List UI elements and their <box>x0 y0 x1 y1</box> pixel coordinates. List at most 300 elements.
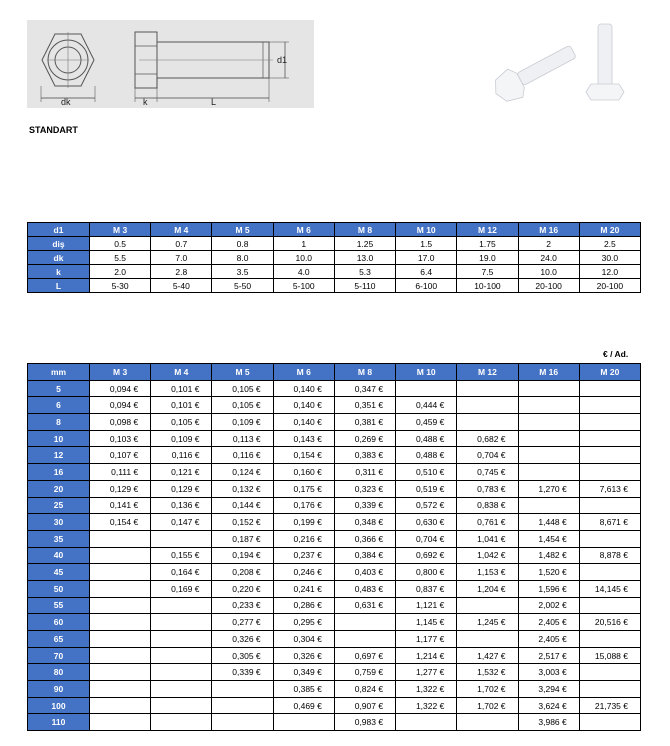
spec-cell: 12.0 <box>579 265 640 279</box>
spec-row <box>28 251 641 265</box>
price-cell: 0,132 € <box>212 480 273 497</box>
price-cell <box>396 380 457 397</box>
price-row-length: 8 <box>28 414 90 431</box>
spec-cell: 20-100 <box>518 279 579 293</box>
price-cell: 1,322 € <box>396 681 457 698</box>
price-cell: 0,488 € <box>396 447 457 464</box>
price-row <box>28 497 641 514</box>
price-cell: 0,129 € <box>90 480 151 497</box>
price-cell: 0,277 € <box>212 614 273 631</box>
spec-header-size: M 5 <box>212 223 273 237</box>
price-cell <box>212 681 273 698</box>
price-cell: 0,469 € <box>273 697 334 714</box>
price-cell <box>151 597 212 614</box>
price-cell <box>579 631 640 648</box>
price-cell <box>151 664 212 681</box>
price-cell: 0,572 € <box>396 497 457 514</box>
price-cell <box>90 714 151 731</box>
price-table <box>27 363 641 731</box>
spec-cell: 20-100 <box>579 279 640 293</box>
price-cell: 0,403 € <box>334 564 395 581</box>
price-cell: 0,339 € <box>212 664 273 681</box>
price-row-length: 12 <box>28 447 90 464</box>
price-row-length: 110 <box>28 714 90 731</box>
price-cell: 0,348 € <box>334 514 395 531</box>
spec-cell: 5-110 <box>334 279 395 293</box>
price-cell: 0,154 € <box>90 514 151 531</box>
price-cell: 1,277 € <box>396 664 457 681</box>
price-cell: 0,216 € <box>273 530 334 547</box>
price-cell <box>90 631 151 648</box>
price-cell: 0,459 € <box>396 414 457 431</box>
price-cell: 0,140 € <box>273 380 334 397</box>
price-cell: 1,145 € <box>396 614 457 631</box>
spec-header-size: M 20 <box>579 223 640 237</box>
spec-cell: 1.5 <box>396 237 457 251</box>
price-cell <box>457 380 518 397</box>
price-cell: 0,164 € <box>151 564 212 581</box>
price-row-length: 30 <box>28 514 90 531</box>
price-cell <box>151 614 212 631</box>
price-cell <box>151 530 212 547</box>
price-header-size: M 6 <box>273 364 334 381</box>
price-cell: 1,245 € <box>457 614 518 631</box>
price-row-length: 35 <box>28 530 90 547</box>
price-cell: 0,194 € <box>212 547 273 564</box>
spec-header-size: M 8 <box>334 223 395 237</box>
price-cell: 0,488 € <box>396 430 457 447</box>
price-cell: 0,311 € <box>334 464 395 481</box>
spec-cell: 5-40 <box>151 279 212 293</box>
price-cell: 0,704 € <box>396 530 457 547</box>
price-cell <box>457 597 518 614</box>
price-cell <box>457 414 518 431</box>
price-cell: 0,631 € <box>334 597 395 614</box>
price-cell: 0,098 € <box>90 414 151 431</box>
price-header-size: M 4 <box>151 364 212 381</box>
price-cell <box>579 414 640 431</box>
price-row <box>28 580 641 597</box>
price-cell <box>90 697 151 714</box>
price-cell: 1,482 € <box>518 547 579 564</box>
price-cell: 1,702 € <box>457 697 518 714</box>
price-row-length: 6 <box>28 397 90 414</box>
price-row <box>28 597 641 614</box>
price-cell: 0,124 € <box>212 464 273 481</box>
price-cell: 0,107 € <box>90 447 151 464</box>
price-cell <box>151 647 212 664</box>
price-cell <box>579 464 640 481</box>
price-cell: 0,136 € <box>151 497 212 514</box>
label-dk: dk <box>61 97 71 107</box>
price-cell: 0,384 € <box>334 547 395 564</box>
price-cell: 0,824 € <box>334 681 395 698</box>
price-cell: 0,444 € <box>396 397 457 414</box>
spec-cell: 7.0 <box>151 251 212 265</box>
price-cell: 1,427 € <box>457 647 518 664</box>
price-row-length: 80 <box>28 664 90 681</box>
price-cell <box>579 530 640 547</box>
price-cell: 1,204 € <box>457 580 518 597</box>
price-cell: 3,986 € <box>518 714 579 731</box>
spec-cell: 0.5 <box>90 237 151 251</box>
spec-table <box>27 222 641 293</box>
price-cell: 1,532 € <box>457 664 518 681</box>
spec-header-size: M 3 <box>90 223 151 237</box>
price-cell: 0,383 € <box>334 447 395 464</box>
price-cell <box>90 597 151 614</box>
price-row <box>28 414 641 431</box>
price-cell: 0,510 € <box>396 464 457 481</box>
price-cell <box>396 714 457 731</box>
price-cell: 0,381 € <box>334 414 395 431</box>
price-row-length: 20 <box>28 480 90 497</box>
price-cell <box>518 414 579 431</box>
price-cell <box>90 547 151 564</box>
spec-cell: 5-100 <box>273 279 334 293</box>
spec-cell: 2.0 <box>90 265 151 279</box>
price-cell: 0,094 € <box>90 380 151 397</box>
price-row <box>28 514 641 531</box>
price-cell <box>579 397 640 414</box>
price-cell <box>273 714 334 731</box>
bolt-3d-render <box>480 18 630 108</box>
spec-cell: 10-100 <box>457 279 518 293</box>
price-cell: 0,152 € <box>212 514 273 531</box>
price-cell: 0,519 € <box>396 480 457 497</box>
price-cell <box>151 681 212 698</box>
price-cell: 1,702 € <box>457 681 518 698</box>
price-cell: 21,735 € <box>579 697 640 714</box>
price-cell: 0,347 € <box>334 380 395 397</box>
price-cell: 0,140 € <box>273 414 334 431</box>
spec-header-size: M 10 <box>396 223 457 237</box>
price-row <box>28 447 641 464</box>
spec-cell: 2 <box>518 237 579 251</box>
spec-row-label: diş <box>28 237 90 251</box>
price-cell <box>579 497 640 514</box>
spec-cell: 1.25 <box>334 237 395 251</box>
price-cell: 14,145 € <box>579 580 640 597</box>
price-row <box>28 681 641 698</box>
price-cell: 0,147 € <box>151 514 212 531</box>
price-cell: 0,385 € <box>273 681 334 698</box>
price-cell: 0,187 € <box>212 530 273 547</box>
price-header-size: M 3 <box>90 364 151 381</box>
price-cell: 3,003 € <box>518 664 579 681</box>
spec-cell: 7.5 <box>457 265 518 279</box>
price-row-length: 40 <box>28 547 90 564</box>
price-row <box>28 697 641 714</box>
price-cell <box>334 631 395 648</box>
spec-cell: 0.7 <box>151 237 212 251</box>
price-cell <box>518 380 579 397</box>
price-cell: 0,304 € <box>273 631 334 648</box>
price-cell: 0,144 € <box>212 497 273 514</box>
price-cell <box>90 664 151 681</box>
price-cell: 0,682 € <box>457 430 518 447</box>
spec-header-size: M 16 <box>518 223 579 237</box>
price-row <box>28 380 641 397</box>
price-cell <box>457 397 518 414</box>
price-cell: 0,326 € <box>212 631 273 648</box>
price-row <box>28 564 641 581</box>
price-cell <box>457 631 518 648</box>
price-cell: 0,630 € <box>396 514 457 531</box>
price-cell: 0,105 € <box>212 380 273 397</box>
price-cell: 0,113 € <box>212 430 273 447</box>
price-row <box>28 664 641 681</box>
price-cell: 0,208 € <box>212 564 273 581</box>
price-cell: 0,759 € <box>334 664 395 681</box>
price-cell: 0,837 € <box>396 580 457 597</box>
spec-header-size: M 6 <box>273 223 334 237</box>
spec-row-label: L <box>28 279 90 293</box>
price-cell: 0,295 € <box>273 614 334 631</box>
spec-cell: 1 <box>273 237 334 251</box>
spec-cell: 5-50 <box>212 279 273 293</box>
price-cell: 0,141 € <box>90 497 151 514</box>
spec-cell: 5-30 <box>90 279 151 293</box>
price-cell: 2,517 € <box>518 647 579 664</box>
price-cell <box>151 631 212 648</box>
spec-row <box>28 279 641 293</box>
price-cell: 0,351 € <box>334 397 395 414</box>
price-cell <box>518 430 579 447</box>
price-cell: 2,002 € <box>518 597 579 614</box>
price-cell: 0,109 € <box>212 414 273 431</box>
price-header-size: M 12 <box>457 364 518 381</box>
price-cell <box>579 564 640 581</box>
price-row <box>28 530 641 547</box>
price-cell: 2,405 € <box>518 631 579 648</box>
price-cell <box>579 430 640 447</box>
price-cell: 0,155 € <box>151 547 212 564</box>
price-row-length: 45 <box>28 564 90 581</box>
label-d1: d1 <box>277 55 288 65</box>
price-cell: 0,783 € <box>457 480 518 497</box>
price-cell: 8,878 € <box>579 547 640 564</box>
price-header-size: M 8 <box>334 364 395 381</box>
price-cell <box>579 447 640 464</box>
spec-header-row <box>28 223 641 237</box>
price-header-size: M 20 <box>579 364 640 381</box>
price-cell <box>90 681 151 698</box>
spec-row <box>28 265 641 279</box>
spec-cell: 2.8 <box>151 265 212 279</box>
price-cell: 0,143 € <box>273 430 334 447</box>
spec-cell: 6.4 <box>396 265 457 279</box>
price-cell: 0,101 € <box>151 397 212 414</box>
price-cell: 0,111 € <box>90 464 151 481</box>
price-cell: 0,129 € <box>151 480 212 497</box>
spec-cell: 30.0 <box>579 251 640 265</box>
price-cell: 3,294 € <box>518 681 579 698</box>
price-cell: 0,160 € <box>273 464 334 481</box>
price-cell: 15,088 € <box>579 647 640 664</box>
spec-cell: 13.0 <box>334 251 395 265</box>
price-cell: 0,101 € <box>151 380 212 397</box>
price-row <box>28 714 641 731</box>
price-cell <box>151 697 212 714</box>
price-row-length: 70 <box>28 647 90 664</box>
price-cell: 3,624 € <box>518 697 579 714</box>
price-cell: 1,322 € <box>396 697 457 714</box>
price-cell: 1,214 € <box>396 647 457 664</box>
bolt-technical-drawing <box>27 20 314 108</box>
price-cell <box>579 681 640 698</box>
price-row <box>28 614 641 631</box>
price-cell <box>457 714 518 731</box>
price-cell: 0,697 € <box>334 647 395 664</box>
price-row-length: 50 <box>28 580 90 597</box>
price-cell: 0,103 € <box>90 430 151 447</box>
standard-heading: STANDART <box>29 125 78 135</box>
price-cell: 0,366 € <box>334 530 395 547</box>
price-cell: 0,326 € <box>273 647 334 664</box>
spec-header-label: d1 <box>28 223 90 237</box>
price-cell: 0,323 € <box>334 480 395 497</box>
price-cell <box>579 714 640 731</box>
price-cell <box>334 614 395 631</box>
price-header-label: mm <box>28 364 90 381</box>
price-cell: 0,105 € <box>212 397 273 414</box>
price-cell <box>212 714 273 731</box>
price-cell <box>518 497 579 514</box>
price-header-size: M 5 <box>212 364 273 381</box>
spec-cell: 4.0 <box>273 265 334 279</box>
price-cell: 0,907 € <box>334 697 395 714</box>
price-cell: 0,305 € <box>212 647 273 664</box>
spec-row <box>28 237 641 251</box>
spec-cell: 3.5 <box>212 265 273 279</box>
price-cell: 1,596 € <box>518 580 579 597</box>
price-cell: 1,448 € <box>518 514 579 531</box>
price-header-size: M 16 <box>518 364 579 381</box>
price-cell: 0,983 € <box>334 714 395 731</box>
spec-cell: 5.3 <box>334 265 395 279</box>
price-row <box>28 464 641 481</box>
price-cell <box>90 580 151 597</box>
price-cell: 20,516 € <box>579 614 640 631</box>
spec-cell: 24.0 <box>518 251 579 265</box>
price-cell: 0,109 € <box>151 430 212 447</box>
price-row <box>28 647 641 664</box>
price-cell <box>579 380 640 397</box>
spec-cell: 19.0 <box>457 251 518 265</box>
price-cell <box>151 714 212 731</box>
price-row <box>28 480 641 497</box>
price-cell: 0,692 € <box>396 547 457 564</box>
price-row-length: 55 <box>28 597 90 614</box>
price-cell: 1,041 € <box>457 530 518 547</box>
price-row-length: 5 <box>28 380 90 397</box>
price-cell: 0,269 € <box>334 430 395 447</box>
price-cell <box>518 397 579 414</box>
price-cell <box>518 447 579 464</box>
price-cell: 0,176 € <box>273 497 334 514</box>
price-cell: 0,745 € <box>457 464 518 481</box>
currency-note: € / Ad. <box>603 349 629 359</box>
price-cell: 7,613 € <box>579 480 640 497</box>
price-cell: 0,704 € <box>457 447 518 464</box>
spec-row-label: dk <box>28 251 90 265</box>
price-cell: 1,121 € <box>396 597 457 614</box>
price-row-length: 16 <box>28 464 90 481</box>
label-k: k <box>143 97 148 107</box>
price-cell: 1,270 € <box>518 480 579 497</box>
price-cell: 0,286 € <box>273 597 334 614</box>
price-cell: 0,199 € <box>273 514 334 531</box>
price-row <box>28 631 641 648</box>
price-cell: 0,761 € <box>457 514 518 531</box>
price-cell: 1,177 € <box>396 631 457 648</box>
spec-header-size: M 12 <box>457 223 518 237</box>
price-cell: 0,237 € <box>273 547 334 564</box>
price-cell: 0,094 € <box>90 397 151 414</box>
spec-cell: 5.5 <box>90 251 151 265</box>
price-header-row <box>28 364 641 381</box>
price-row <box>28 547 641 564</box>
spec-cell: 10.0 <box>518 265 579 279</box>
price-cell: 0,483 € <box>334 580 395 597</box>
price-cell: 0,105 € <box>151 414 212 431</box>
spec-cell: 6-100 <box>396 279 457 293</box>
price-cell: 0,233 € <box>212 597 273 614</box>
price-cell <box>90 530 151 547</box>
spec-cell: 2.5 <box>579 237 640 251</box>
price-cell: 0,154 € <box>273 447 334 464</box>
price-cell: 0,246 € <box>273 564 334 581</box>
price-row-length: 65 <box>28 631 90 648</box>
price-cell <box>579 597 640 614</box>
price-cell: 0,116 € <box>151 447 212 464</box>
price-cell: 0,838 € <box>457 497 518 514</box>
price-row-length: 25 <box>28 497 90 514</box>
bolt-drawing-svg <box>27 20 314 108</box>
price-cell: 1,520 € <box>518 564 579 581</box>
price-cell <box>90 614 151 631</box>
price-cell: 2,405 € <box>518 614 579 631</box>
price-cell: 0,116 € <box>212 447 273 464</box>
spec-cell: 0.8 <box>212 237 273 251</box>
price-cell: 1,042 € <box>457 547 518 564</box>
spec-cell: 1.75 <box>457 237 518 251</box>
price-row-length: 10 <box>28 430 90 447</box>
price-row <box>28 397 641 414</box>
price-cell <box>579 664 640 681</box>
price-cell <box>90 564 151 581</box>
price-cell: 0,349 € <box>273 664 334 681</box>
price-cell <box>212 697 273 714</box>
spec-cell: 17.0 <box>396 251 457 265</box>
price-cell: 1,454 € <box>518 530 579 547</box>
price-cell <box>90 647 151 664</box>
price-cell: 0,140 € <box>273 397 334 414</box>
price-cell: 0,241 € <box>273 580 334 597</box>
price-cell: 0,169 € <box>151 580 212 597</box>
spec-cell: 10.0 <box>273 251 334 265</box>
price-cell: 1,153 € <box>457 564 518 581</box>
spec-cell: 8.0 <box>212 251 273 265</box>
price-cell <box>518 464 579 481</box>
spec-header-size: M 4 <box>151 223 212 237</box>
price-row <box>28 430 641 447</box>
price-row-length: 90 <box>28 681 90 698</box>
label-L: L <box>211 97 217 107</box>
price-row-length: 100 <box>28 697 90 714</box>
price-row-length: 60 <box>28 614 90 631</box>
